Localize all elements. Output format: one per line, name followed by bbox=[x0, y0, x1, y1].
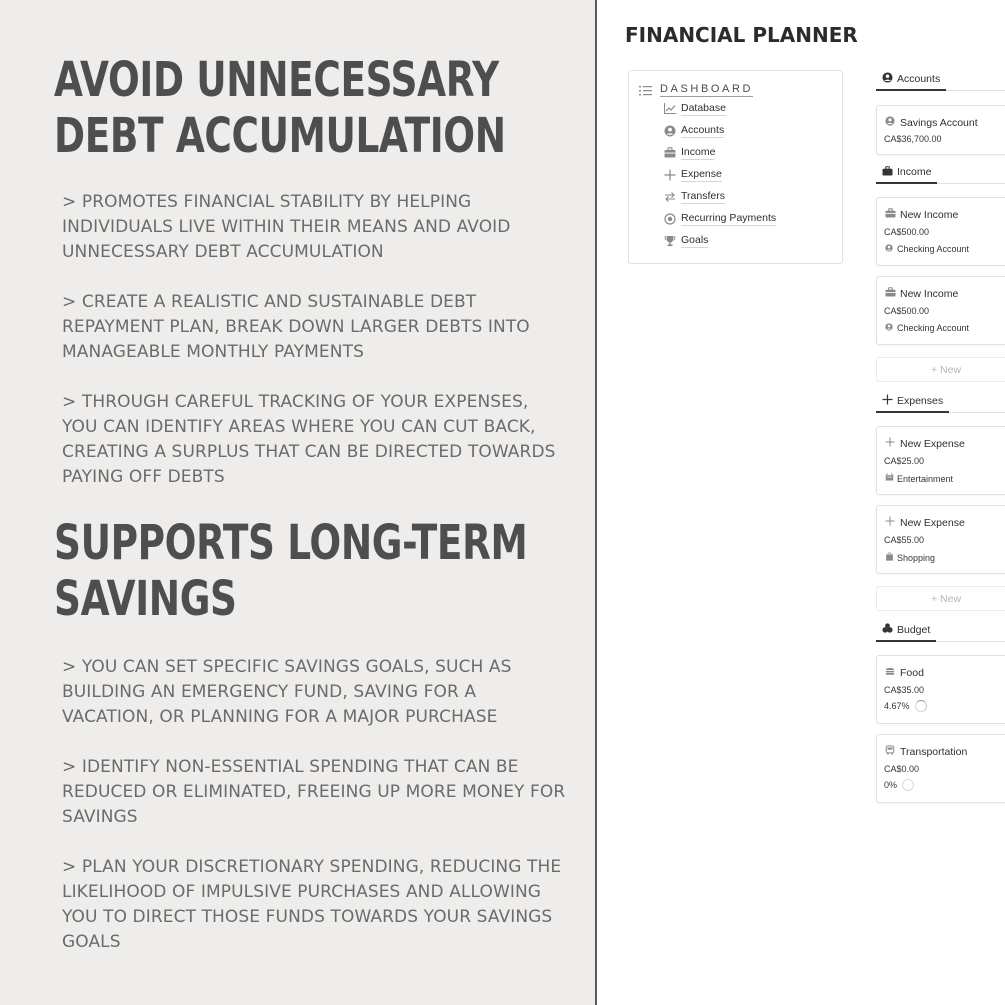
bus-icon bbox=[884, 745, 896, 758]
section-label: Expenses bbox=[897, 395, 944, 407]
nav-item-accounts[interactable] bbox=[663, 122, 724, 140]
heading-savings-line-2: SAVINGS bbox=[54, 571, 237, 627]
card-category[interactable]: Shopping bbox=[897, 552, 936, 563]
account-card[interactable] bbox=[876, 105, 1005, 155]
user-icon bbox=[884, 116, 896, 129]
heading-debt bbox=[54, 52, 506, 164]
income-card[interactable] bbox=[876, 197, 1005, 266]
progress-ring bbox=[902, 779, 914, 791]
nav-item-label: Goals bbox=[681, 234, 709, 246]
budget-card[interactable] bbox=[876, 734, 1005, 803]
section-label: Accounts bbox=[897, 73, 941, 85]
nav-item-label: Database bbox=[681, 102, 726, 114]
paragraph-5: > IDENTIFY NON-ESSENTIAL SPENDING THAT CAN BE REDUCED OR ELIMINATED, FREEING UP MORE MONEY FOR SAVINGS bbox=[62, 757, 566, 827]
heading-savings bbox=[54, 515, 527, 627]
card-title: Savings Account bbox=[900, 116, 978, 129]
briefcase-icon bbox=[884, 208, 896, 221]
nav-item-transfers[interactable] bbox=[663, 188, 725, 206]
nav-item-recurring-payments[interactable] bbox=[663, 210, 776, 228]
repeat-icon bbox=[663, 213, 676, 226]
card-amount: CA$25.00 bbox=[884, 456, 925, 466]
income-card[interactable] bbox=[876, 276, 1005, 345]
dashboard-header[interactable] bbox=[639, 83, 753, 97]
chart-icon bbox=[663, 103, 676, 116]
heading-debt-line-1: AVOID UNNECESSARY bbox=[54, 52, 499, 108]
user-icon bbox=[884, 244, 894, 254]
plus-icon bbox=[881, 394, 893, 408]
card-amount: CA$35.00 bbox=[884, 685, 925, 695]
nav-item-database[interactable] bbox=[663, 100, 726, 118]
card-title: Food bbox=[900, 666, 924, 679]
section-budget[interactable] bbox=[876, 620, 1005, 642]
card-account[interactable]: Checking Account bbox=[897, 244, 970, 254]
nav-item-label: Expense bbox=[681, 168, 722, 180]
user-icon bbox=[884, 323, 894, 333]
paragraph-1: > PROMOTES FINANCIAL STABILITY BY HELPING INDIVIDUALS LIVE WITHIN THEIR MEANS AND AVOID UNNECESSARY DEBT ACCUMULATION bbox=[62, 192, 511, 262]
card-account[interactable]: Checking Account bbox=[897, 323, 970, 333]
dashboard-nav bbox=[628, 70, 843, 264]
section-label: Budget bbox=[897, 624, 931, 636]
list-icon bbox=[639, 85, 652, 96]
nav-item-income[interactable] bbox=[663, 144, 715, 162]
section-label: Income bbox=[897, 166, 932, 178]
arrows-icon bbox=[663, 191, 676, 204]
card-category[interactable]: Entertainment bbox=[897, 473, 954, 484]
briefcase-icon bbox=[884, 287, 896, 300]
new-income-button[interactable]: + New bbox=[876, 357, 1005, 382]
card-amount: CA$500.00 bbox=[884, 306, 930, 316]
plus-icon bbox=[884, 437, 896, 450]
progress-ring bbox=[915, 700, 927, 712]
user-icon bbox=[881, 72, 893, 86]
paragraph-4: > YOU CAN SET SPECIFIC SAVINGS GOALS, SUCH AS BUILDING AN EMERGENCY FUND, SAVING FOR A VACATION, OR PLANNING FOR A MAJOR PURCHASE bbox=[62, 657, 512, 727]
heading-savings-line-1: SUPPORTS LONG-TERM bbox=[54, 515, 528, 571]
plus-icon bbox=[884, 516, 896, 529]
nav-item-expense[interactable] bbox=[663, 166, 722, 184]
card-title: New Expense bbox=[900, 437, 965, 450]
expense-card[interactable] bbox=[876, 426, 1005, 495]
card-amount: CA$55.00 bbox=[884, 535, 925, 545]
card-percent: 4.67% bbox=[884, 701, 910, 711]
plus-icon bbox=[663, 169, 676, 182]
card-title: New Income bbox=[900, 208, 959, 221]
heading-debt-line-2: DEBT ACCUMULATION bbox=[54, 108, 506, 164]
card-percent: 0% bbox=[884, 780, 898, 790]
user-icon bbox=[663, 125, 676, 138]
budget-card[interactable] bbox=[876, 655, 1005, 724]
dashboard-label: DASHBOARD bbox=[660, 83, 754, 95]
budget-icon bbox=[881, 623, 893, 637]
paragraph-2: > CREATE A REALISTIC AND SUSTAINABLE DEBT REPAYMENT PLAN, BREAK DOWN LARGER DEBTS INTO MANAGEABLE MONTHLY PAYMENTS bbox=[62, 292, 530, 362]
section-accounts[interactable] bbox=[876, 69, 1005, 91]
briefcase-icon bbox=[663, 147, 676, 160]
new-expense-button[interactable]: + New bbox=[876, 586, 1005, 611]
briefcase-icon bbox=[881, 166, 893, 179]
burger-icon bbox=[884, 666, 896, 679]
nav-item-label: Transfers bbox=[681, 190, 725, 202]
section-income[interactable] bbox=[876, 162, 1005, 184]
shopping-bag-icon bbox=[884, 552, 894, 563]
paragraph-3: > THROUGH CAREFUL TRACKING OF YOUR EXPENSES, YOU CAN IDENTIFY AREAS WHERE YOU CAN CUT BACK, CREATING A SURPLUS THAT CAN BE DIRECTED TOWARDS PAYING OFF DEBTS bbox=[62, 392, 556, 487]
page-title: FINANCIAL PLANNER bbox=[625, 23, 858, 47]
expense-card[interactable] bbox=[876, 505, 1005, 574]
trophy-icon bbox=[663, 235, 676, 248]
section-expenses[interactable] bbox=[876, 391, 1005, 413]
card-amount: CA$36,700.00 bbox=[884, 134, 942, 144]
nav-item-label: Recurring Payments bbox=[681, 212, 777, 224]
card-title: Transportation bbox=[900, 745, 968, 758]
card-title: New Expense bbox=[900, 516, 965, 529]
nav-item-label: Income bbox=[681, 146, 716, 158]
nav-item-label: Accounts bbox=[681, 124, 725, 136]
card-amount: CA$0.00 bbox=[884, 764, 920, 774]
paragraph-6: > PLAN YOUR DISCRETIONARY SPENDING, REDUCING THE LIKELIHOOD OF IMPULSIVE PURCHASES AND ALLOWING YOU TO DIRECT THOSE FUNDS TOWARDS YOUR SAVINGS GOALS bbox=[62, 857, 562, 952]
nav-item-goals[interactable] bbox=[663, 232, 708, 250]
card-amount: CA$500.00 bbox=[884, 227, 930, 237]
card-title: New Income bbox=[900, 287, 959, 300]
ticket-icon bbox=[884, 473, 894, 484]
